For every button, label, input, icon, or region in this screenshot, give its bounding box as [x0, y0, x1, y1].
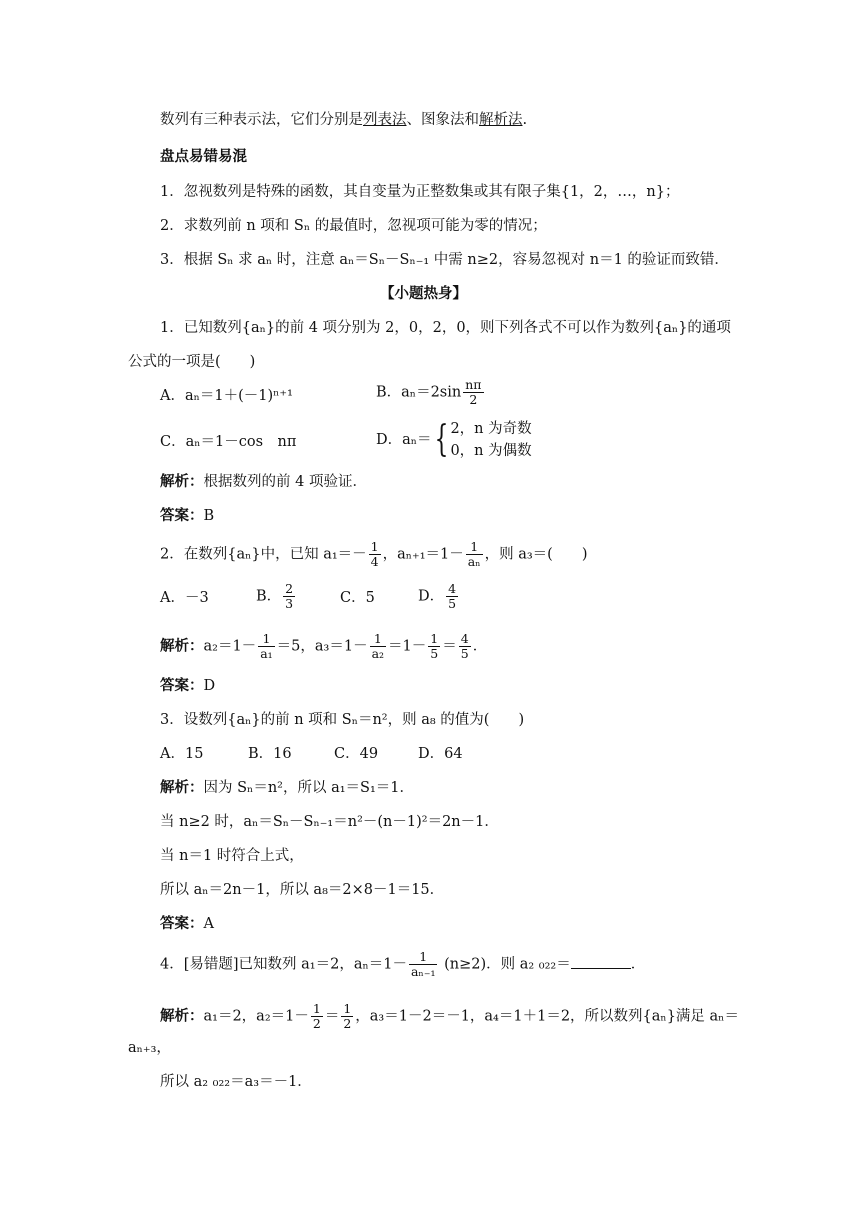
intro-end: .	[522, 112, 528, 128]
analysis-text: 因为 Sₙ＝n²，所以 a₁＝S₁＝1．	[203, 780, 415, 796]
q4-analysis-line: aₙ₊₃，	[128, 1040, 171, 1056]
fraction-numerator: 1	[370, 632, 386, 647]
analytic-method-term: 解析法	[479, 112, 523, 128]
intro-sentence	[160, 110, 527, 130]
pitfall-item: 1．忽视数列是特殊的函数，其自变量为正整数集或其有限子集{1，2，…，n}；	[160, 184, 680, 200]
q3-analysis-line: 当 n＝1 时符合上式，	[160, 848, 304, 864]
q1-option-a: A．aₙ＝1＋(－1)ⁿ⁺¹	[160, 388, 293, 404]
fraction-denominator: aₙ₋₁	[410, 964, 436, 979]
fraction	[311, 1002, 323, 1031]
fraction-denominator: 2	[469, 392, 478, 407]
fraction	[341, 1002, 353, 1031]
fraction-denominator: 5	[430, 646, 439, 661]
case-even: 0，n 为偶数	[450, 443, 532, 459]
answer-value: B	[203, 508, 215, 524]
fraction-numerator: 1	[343, 1001, 352, 1016]
fraction-denominator: a₂	[371, 646, 385, 661]
case-odd: 2，n 为奇数	[450, 421, 532, 437]
q1-option-d-text: D．aₙ＝	[376, 432, 432, 448]
fraction-numerator: 1	[370, 539, 379, 554]
pitfall-item: 3．根据 Sₙ 求 aₙ 时，注意 aₙ＝Sₙ－Sₙ₋₁ 中需 n≥2，容易忽视对 n＝1 的验证而致错．	[160, 252, 729, 268]
q3-stem: 3．设数列{aₙ}的前 n 项和 Sₙ＝n²，则 a₈ 的值为( )	[160, 712, 525, 728]
q2-option-c: C．5	[340, 590, 375, 606]
q2-option-d	[418, 582, 460, 611]
answer-value: D	[203, 678, 216, 694]
fraction	[283, 582, 295, 611]
fraction-numerator: 4	[448, 581, 457, 596]
fraction-numerator: nπ	[465, 377, 482, 392]
fraction-denominator: 3	[285, 596, 294, 611]
q1-option-b-text: B．aₙ＝2sin	[376, 384, 462, 401]
analysis-text: ＝1－	[388, 638, 427, 655]
left-brace: {	[434, 419, 448, 460]
q2-answer	[160, 676, 215, 696]
pitfalls-heading: 盘点易错易混	[160, 148, 247, 165]
fraction	[466, 540, 483, 569]
q1-stem-line1: 1．已知数列{aₙ}的前 4 项分别为 2，0，2，0，则下列各式不可以作为数列{aₙ}的通项	[160, 320, 731, 336]
analysis-text: ＝5，a₃＝1－	[276, 638, 368, 655]
q2-stem-text: 2．在数列{aₙ}中，已知 a₁＝－	[160, 546, 367, 563]
q3-option-c: C．49	[334, 746, 379, 762]
q2-analysis	[160, 632, 487, 661]
q4-stem-tail: ．	[630, 956, 646, 973]
fraction-denominator: a₁	[260, 646, 273, 661]
answer-value: A	[203, 916, 214, 932]
fraction-numerator: 1	[312, 1001, 321, 1016]
answer-label: 答案：	[160, 677, 204, 694]
fraction-denominator: 4	[370, 554, 379, 569]
analysis-label: 解析：	[160, 779, 204, 796]
fraction	[446, 582, 458, 611]
q2-option-a: A．－3	[160, 590, 209, 606]
fraction-numerator: 2	[285, 581, 294, 596]
fraction-denominator: 2	[343, 1016, 352, 1031]
analysis-text: a₂＝1－	[203, 638, 257, 655]
q4-stem-text: 4．[易错题]已知数列 a₁＝2，aₙ＝1－	[160, 956, 407, 973]
fraction-numerator: 1	[258, 632, 274, 647]
fraction-numerator: 1	[430, 631, 439, 646]
q4-analysis-line: 所以 a₂ ₀₂₂＝a₃＝－1．	[160, 1074, 312, 1090]
q1-option-d	[376, 418, 532, 462]
fraction-denominator: 5	[460, 646, 469, 661]
analysis-text: ＝	[324, 1008, 340, 1025]
piecewise-cases	[450, 418, 531, 462]
q2-stem	[160, 540, 588, 569]
q1-option-b	[376, 378, 486, 407]
fraction-numerator: 4	[460, 631, 469, 646]
q2-option-d-text: D．	[418, 588, 445, 605]
pitfall-item: 2．求数列前 n 项和 Sₙ 的最值时，忽视项可能为零的情况；	[160, 218, 547, 234]
fraction	[409, 950, 437, 979]
section-title: 【小题热身】	[380, 285, 467, 302]
intro-text: 数列有三种表示法，它们分别是	[160, 112, 363, 128]
q1-answer	[160, 506, 214, 526]
q3-option-a: A．15	[160, 746, 204, 762]
q2-stem-mid: ，aₙ₊₁＝1－	[382, 546, 464, 563]
q1-stem-line2: 公式的一项是( )	[128, 354, 256, 370]
fraction-denominator: 2	[312, 1016, 321, 1031]
fraction-denominator: 5	[448, 596, 457, 611]
fraction	[463, 378, 483, 407]
answer-label: 答案：	[160, 915, 204, 932]
analysis-text: ，a₃＝1－2＝－1，a₄＝1＋1＝2，所以数列{aₙ}满足 aₙ＝	[355, 1008, 739, 1025]
fraction	[369, 540, 381, 569]
q3-option-b: B．16	[248, 746, 292, 762]
analysis-label: 解析：	[160, 473, 204, 490]
q3-answer	[160, 914, 214, 934]
q4-analysis	[160, 1002, 739, 1031]
fraction-numerator: 1	[466, 540, 483, 555]
fraction	[258, 632, 274, 661]
q2-option-b-text: B．	[256, 588, 282, 605]
q4-stem-end: (n≥2)．则 a₂ ₀₂₂＝	[439, 956, 571, 973]
fraction	[428, 632, 440, 661]
answer-blank	[571, 954, 631, 969]
q2-option-b	[256, 582, 297, 611]
q4-stem	[160, 950, 645, 979]
analysis-label: 解析：	[160, 1007, 204, 1025]
analysis-text: ．	[472, 638, 488, 655]
q3-analysis	[160, 778, 414, 798]
analysis-text: ＝	[442, 638, 457, 655]
q2-stem-end: ，则 a₃＝( )	[484, 546, 588, 563]
analysis-label: 解析：	[160, 637, 204, 655]
q3-option-d: D．64	[418, 746, 463, 762]
fraction	[370, 632, 386, 661]
analysis-text: 根据数列的前 4 项验证．	[203, 474, 367, 490]
fraction-denominator: aₙ	[467, 554, 481, 569]
analysis-text: a₁＝2，a₂＝1－	[203, 1008, 309, 1025]
q3-analysis-line: 当 n≥2 时，aₙ＝Sₙ－Sₙ₋₁＝n²－(n－1)²＝2n－1．	[160, 814, 499, 830]
fraction	[459, 632, 471, 661]
list-method-term: 列表法	[363, 112, 407, 128]
answer-label: 答案：	[160, 507, 204, 524]
q1-analysis	[160, 472, 367, 492]
q3-analysis-line: 所以 aₙ＝2n－1，所以 a₈＝2×8－1＝15．	[160, 882, 445, 898]
fraction-numerator: 1	[409, 950, 437, 965]
q1-option-c: C．aₙ＝1－cos nπ	[160, 434, 297, 450]
intro-mid-text: 、图象法和	[406, 112, 479, 128]
